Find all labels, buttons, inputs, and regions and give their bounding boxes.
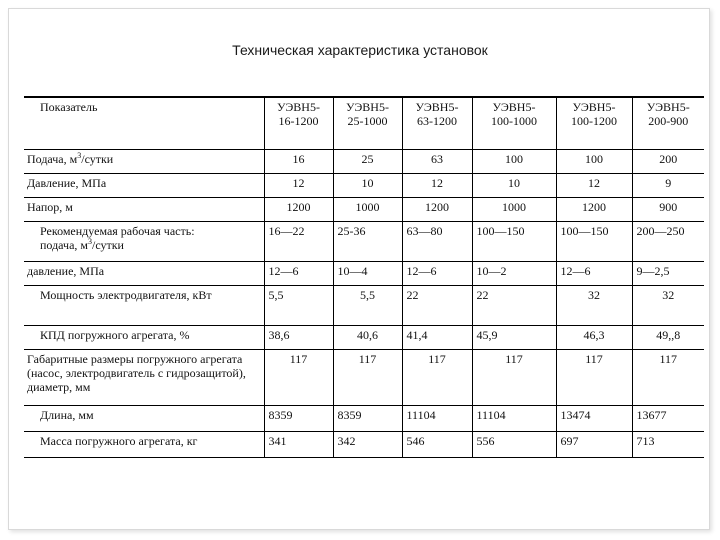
page-title: Техническая характеристика установок xyxy=(232,42,488,58)
cell: 25 xyxy=(333,149,402,173)
cell: 713 xyxy=(632,431,704,457)
table-row xyxy=(24,405,704,431)
cell: 1200 xyxy=(264,197,333,221)
table-row xyxy=(24,349,704,405)
cell: 45,9 xyxy=(472,325,556,349)
cell: 12 xyxy=(402,173,472,197)
cell: 46,3 xyxy=(556,325,632,349)
row-label: давление, МПа xyxy=(24,261,264,285)
cell: 8359 xyxy=(333,405,402,431)
cell: 8359 xyxy=(264,405,333,431)
cell: 12—6 xyxy=(402,261,472,285)
cell: 13474 xyxy=(556,405,632,431)
cell: 117 xyxy=(632,349,704,405)
row-label: Подача, $м^3$/сутки xyxy=(24,149,264,173)
header-model-6: УЭВН5- 200-900 xyxy=(632,97,704,149)
row-label: Габаритные размеры погружного агрегата (насос, электродвигатель с гидрозащитой), диаметр, мм xyxy=(24,349,264,405)
cell: 9—2,5 xyxy=(632,261,704,285)
table-row xyxy=(24,149,704,173)
cell: 63 xyxy=(402,149,472,173)
cell: 1200 xyxy=(402,197,472,221)
row-label: Масса погружного агрегата, кг xyxy=(24,431,264,457)
cell: 10—4 xyxy=(333,261,402,285)
cell: 1000 xyxy=(333,197,402,221)
cell: 16 xyxy=(264,149,333,173)
cell: 100—150 xyxy=(556,221,632,261)
cell: 10 xyxy=(333,173,402,197)
header-label: Показатель xyxy=(24,97,264,149)
table-row xyxy=(24,431,704,457)
row-label: Давление, МПа xyxy=(24,173,264,197)
header-model-1: УЭВН5- 16-1200 xyxy=(264,97,333,149)
row-label: Длина, мм xyxy=(24,405,264,431)
cell: 200 xyxy=(632,149,704,173)
cell: 12—6 xyxy=(264,261,333,285)
cell: 556 xyxy=(472,431,556,457)
cell: 117 xyxy=(264,349,333,405)
cell: 100 xyxy=(472,149,556,173)
header-model-5: УЭВН5- 100-1200 xyxy=(556,97,632,149)
cell: 100—150 xyxy=(472,221,556,261)
header-model-2: УЭВН5- 25-1000 xyxy=(333,97,402,149)
cell: 13677 xyxy=(632,405,704,431)
cell: 38,6 xyxy=(264,325,333,349)
cell: 200—250 xyxy=(632,221,704,261)
table-row xyxy=(24,197,704,221)
table-row xyxy=(24,285,704,325)
cell: 697 xyxy=(556,431,632,457)
cell: 32 xyxy=(556,285,632,325)
cell: 117 xyxy=(472,349,556,405)
cell: 12—6 xyxy=(556,261,632,285)
cell: 9 xyxy=(632,173,704,197)
cell: 49,,8 xyxy=(632,325,704,349)
cell: 16—22 xyxy=(264,221,333,261)
row-label: КПД погружного агрегата, % xyxy=(24,325,264,349)
cell: 11104 xyxy=(472,405,556,431)
cell: 40,6 xyxy=(333,325,402,349)
cell: 12 xyxy=(264,173,333,197)
table-row xyxy=(24,261,704,285)
header-row xyxy=(24,97,704,149)
cell: 25-36 xyxy=(333,221,402,261)
table-row xyxy=(24,173,704,197)
cell: 100 xyxy=(556,149,632,173)
cell: 10—2 xyxy=(472,261,556,285)
cell: 117 xyxy=(333,349,402,405)
cell: 117 xyxy=(556,349,632,405)
table-row xyxy=(24,325,704,349)
cell: 22 xyxy=(472,285,556,325)
header-model-4: УЭВН5- 100-1000 xyxy=(472,97,556,149)
cell: 41,4 xyxy=(402,325,472,349)
cell: 341 xyxy=(264,431,333,457)
cell: 900 xyxy=(632,197,704,221)
row-label: Рекомендуемая рабочая часть: подача, $м^3$/сутки xyxy=(24,221,264,261)
cell: 546 xyxy=(402,431,472,457)
cell: 5,5 xyxy=(264,285,333,325)
cell: 5,5 xyxy=(333,285,402,325)
cell: 342 xyxy=(333,431,402,457)
row-label: Мощность электродвигателя, кВт xyxy=(24,285,264,325)
cell: 32 xyxy=(632,285,704,325)
cell: 22 xyxy=(402,285,472,325)
cell: 63—80 xyxy=(402,221,472,261)
cell: 1200 xyxy=(556,197,632,221)
cell: 1000 xyxy=(472,197,556,221)
cell: 11104 xyxy=(402,405,472,431)
cell: 117 xyxy=(402,349,472,405)
table-row xyxy=(24,221,704,261)
header-model-3: УЭВН5- 63-1200 xyxy=(402,97,472,149)
row-label: Напор, м xyxy=(24,197,264,221)
spec-table xyxy=(24,96,704,458)
cell: 10 xyxy=(472,173,556,197)
cell: 12 xyxy=(556,173,632,197)
